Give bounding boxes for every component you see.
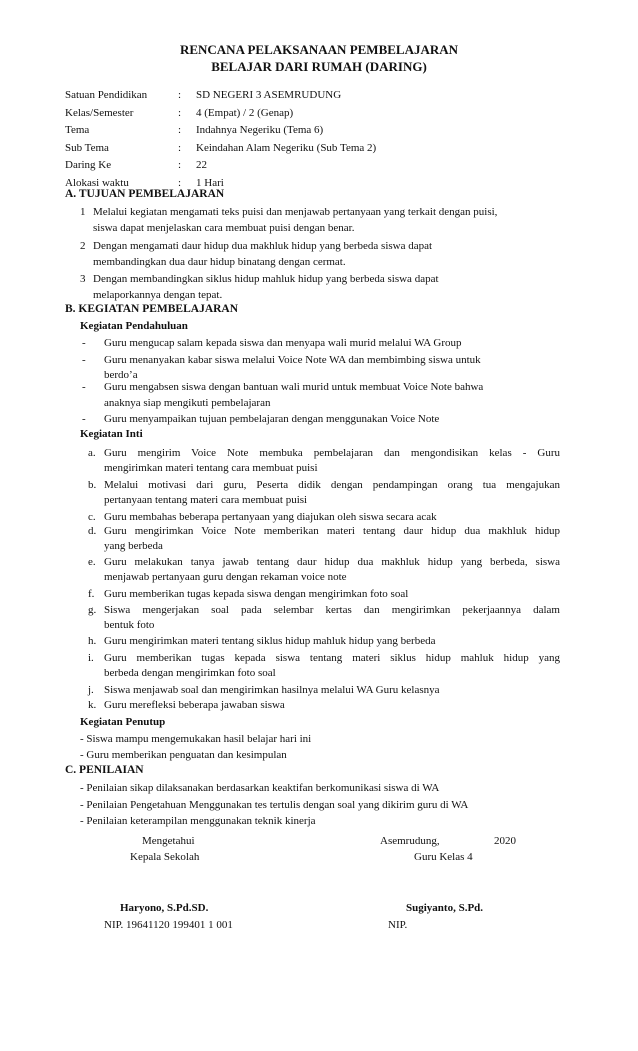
- info-colon: :: [178, 141, 182, 154]
- list-item-line: - Penilaian keterampilan menggunakan teknik kinerja: [80, 815, 316, 827]
- list-item-line: - Penilaian sikap dilaksanakan berdasarkan keaktifan berkomunikasi siswa di WA: [80, 782, 440, 794]
- info-value: Indahnya Negeriku (Tema 6): [196, 124, 324, 137]
- info-row: [65, 122, 585, 140]
- list-letter: h.: [88, 635, 97, 647]
- info-colon: :: [178, 159, 182, 172]
- signature-right-name: Sugiyanto, S.Pd.: [406, 902, 484, 914]
- list-item-line: Guru mengirim Voice Note membuka pembelajaran dan mengondisikan kelas - Guru: [104, 447, 560, 459]
- list-item-line: - Siswa mampu mengemukakan hasil belajar hari ini: [80, 733, 312, 745]
- info-value: Keindahan Alam Negeriku (Sub Tema 2): [196, 141, 377, 154]
- list-item-line: Guru membahas beberapa pertanyaan yang diajukan oleh siswa secara acak: [104, 511, 437, 523]
- list-item-line: Dengan mengamati daur hidup dua makhluk hidup yang berbeda siswa dapat: [93, 240, 433, 252]
- document-title: RENCANA PELAKSANAAN PEMBELAJARAN: [179, 42, 459, 57]
- list-letter: i.: [88, 652, 94, 664]
- list-item-line: - Guru memberikan penguatan dan kesimpulan: [80, 749, 287, 761]
- info-label: Alokasi waktu: [65, 176, 129, 189]
- list-item-line: Guru mengucap salam kepada siswa dan menyapa wali murid melalui WA Group: [104, 337, 462, 349]
- list-item-line: berbeda dengan mengirimkan foto soal: [104, 667, 276, 679]
- list-item-line: Guru menyampaikan tujuan pembelajaran dengan menggunakan Voice Note: [104, 413, 440, 425]
- list-letter: b.: [88, 479, 97, 491]
- identity-table: [65, 87, 585, 193]
- list-item-line: Guru memberikan tugas kepada siswa tentang materi siklus hidup mahluk hidup yang: [104, 652, 560, 664]
- bullet-mark: -: [82, 413, 86, 425]
- list-item-line: Guru mengirimkan materi tentang siklus hidup mahluk hidup yang berbeda: [104, 635, 436, 647]
- signature-right-place: Asemrudung,: [380, 835, 440, 847]
- list-number: 3: [80, 273, 86, 285]
- penutup-heading: Kegiatan Penutup: [80, 716, 166, 728]
- info-colon: :: [178, 106, 182, 119]
- list-item-line: Siswa menjawab soal dan mengirimkan hasilnya melalui WA Guru kelasnya: [104, 684, 440, 696]
- section-c-heading: C. PENILAIAN: [65, 764, 144, 776]
- bullet-mark: -: [82, 381, 86, 393]
- info-colon: :: [178, 176, 182, 189]
- list-item-line: membandingkan dua daur hidup binatang dengan cermat.: [93, 256, 346, 268]
- list-item-line: yang berbeda: [104, 540, 163, 552]
- list-item-line: Guru merefleksi beberapa jawaban siswa: [104, 699, 285, 711]
- section-b-heading: B. KEGIATAN PEMBELAJARAN: [65, 303, 239, 315]
- list-letter: f.: [88, 588, 95, 600]
- info-label: Tema: [65, 124, 90, 137]
- list-item-line: Guru mengirimkan Voice Note memberikan materi tentang daur hidup dua makhluk hidup: [104, 525, 560, 537]
- list-number: 2: [80, 240, 86, 252]
- info-row: [65, 140, 585, 158]
- signature-right-role: Guru Kelas 4: [414, 851, 473, 863]
- list-item-line: Guru memberikan tugas kepada siswa dengan mengirimkan foto soal: [104, 588, 409, 600]
- info-value: 1 Hari: [196, 176, 224, 189]
- section-a-heading: A. TUJUAN PEMBELAJARAN: [65, 188, 225, 200]
- list-letter: j.: [88, 684, 94, 696]
- info-label: Satuan Pendidikan: [65, 89, 148, 101]
- list-item-line: anaknya siap mengikuti pembelajaran: [104, 397, 271, 409]
- info-row: [65, 157, 585, 175]
- signature-left-name: Haryono, S.Pd.SD.: [120, 902, 209, 914]
- document-subtitle: BELAJAR DARI RUMAH (DARING): [211, 59, 427, 74]
- list-item-line: Melalui kegiatan mengamati teks puisi dan menjawab pertanyaan yang terkait dengan puisi,: [93, 206, 498, 218]
- info-label: Daring Ke: [65, 159, 112, 172]
- info-row: [65, 105, 585, 123]
- info-value: SD NEGERI 3 ASEMRUDUNG: [196, 89, 342, 101]
- list-item-line: bentuk foto: [104, 619, 155, 631]
- list-item-line: siswa dapat menjelaskan cara membuat puisi dengan benar.: [93, 222, 355, 234]
- inti-heading: Kegiatan Inti: [80, 428, 143, 440]
- list-item-line: Dengan membandingkan siklus hidup mahluk hidup yang berbeda siswa dapat: [93, 273, 439, 285]
- list-item-line: pertanyaan tentang materi cara membuat puisi: [104, 494, 308, 506]
- list-letter: c.: [88, 511, 96, 523]
- list-item-line: - Penilaian Pengetahuan Menggunakan tes tertulis dengan soal yang dikirim guru di WA: [80, 799, 469, 811]
- info-label: Kelas/Semester: [65, 106, 134, 119]
- signature-right-nip: NIP.: [388, 919, 408, 931]
- list-item-line: berdo’a: [104, 369, 138, 381]
- list-item-line: melaporkannya dengan tepat.: [93, 289, 223, 301]
- signature-right-year: 2020: [494, 835, 516, 847]
- list-letter: k.: [88, 699, 97, 711]
- list-item-line: mengirimkan materi tentang cara membuat puisi: [104, 462, 318, 474]
- list-item-line: Guru menanyakan kabar siswa melalui Voice Note WA dan membimbing siswa untuk: [104, 354, 481, 366]
- signature-left-nip: NIP. 19641120 199401 1 001: [104, 919, 233, 931]
- list-item-line: menjawab pertanyaan guru dengan rekaman voice note: [104, 571, 347, 583]
- signature-left-role: Kepala Sekolah: [130, 851, 200, 863]
- signature-left-caption: Mengetahui: [142, 835, 195, 847]
- pendahuluan-heading: Kegiatan Pendahuluan: [80, 320, 188, 332]
- info-value: 22: [196, 159, 207, 172]
- list-item-line: Guru melakukan tanya jawab tentang daur hidup dua makhluk hidup yang berbeda, siswa: [104, 556, 560, 568]
- info-label: Sub Tema: [65, 141, 109, 154]
- bullet-mark: -: [82, 337, 86, 349]
- list-letter: g.: [88, 604, 97, 616]
- list-number: 1: [80, 206, 86, 218]
- list-letter: d.: [88, 525, 97, 537]
- info-colon: :: [178, 89, 182, 101]
- list-letter: a.: [88, 447, 96, 459]
- list-item-line: Siswa mengerjakan soal pada selembar kertas dan mengirimkan pekerjaannya dalam: [104, 604, 560, 616]
- list-item-line: Guru mengabsen siswa dengan bantuan wali murid untuk membuat Voice Note bahwa: [104, 381, 484, 393]
- info-colon: :: [178, 124, 182, 137]
- info-row: [65, 87, 585, 105]
- list-item-line: Melalui motivasi dari guru, Peserta didik dengan pendampingan orang tua mengajukan: [104, 479, 560, 491]
- bullet-mark: -: [82, 354, 86, 366]
- info-value: 4 (Empat) / 2 (Genap): [196, 106, 294, 119]
- list-letter: e.: [88, 556, 96, 568]
